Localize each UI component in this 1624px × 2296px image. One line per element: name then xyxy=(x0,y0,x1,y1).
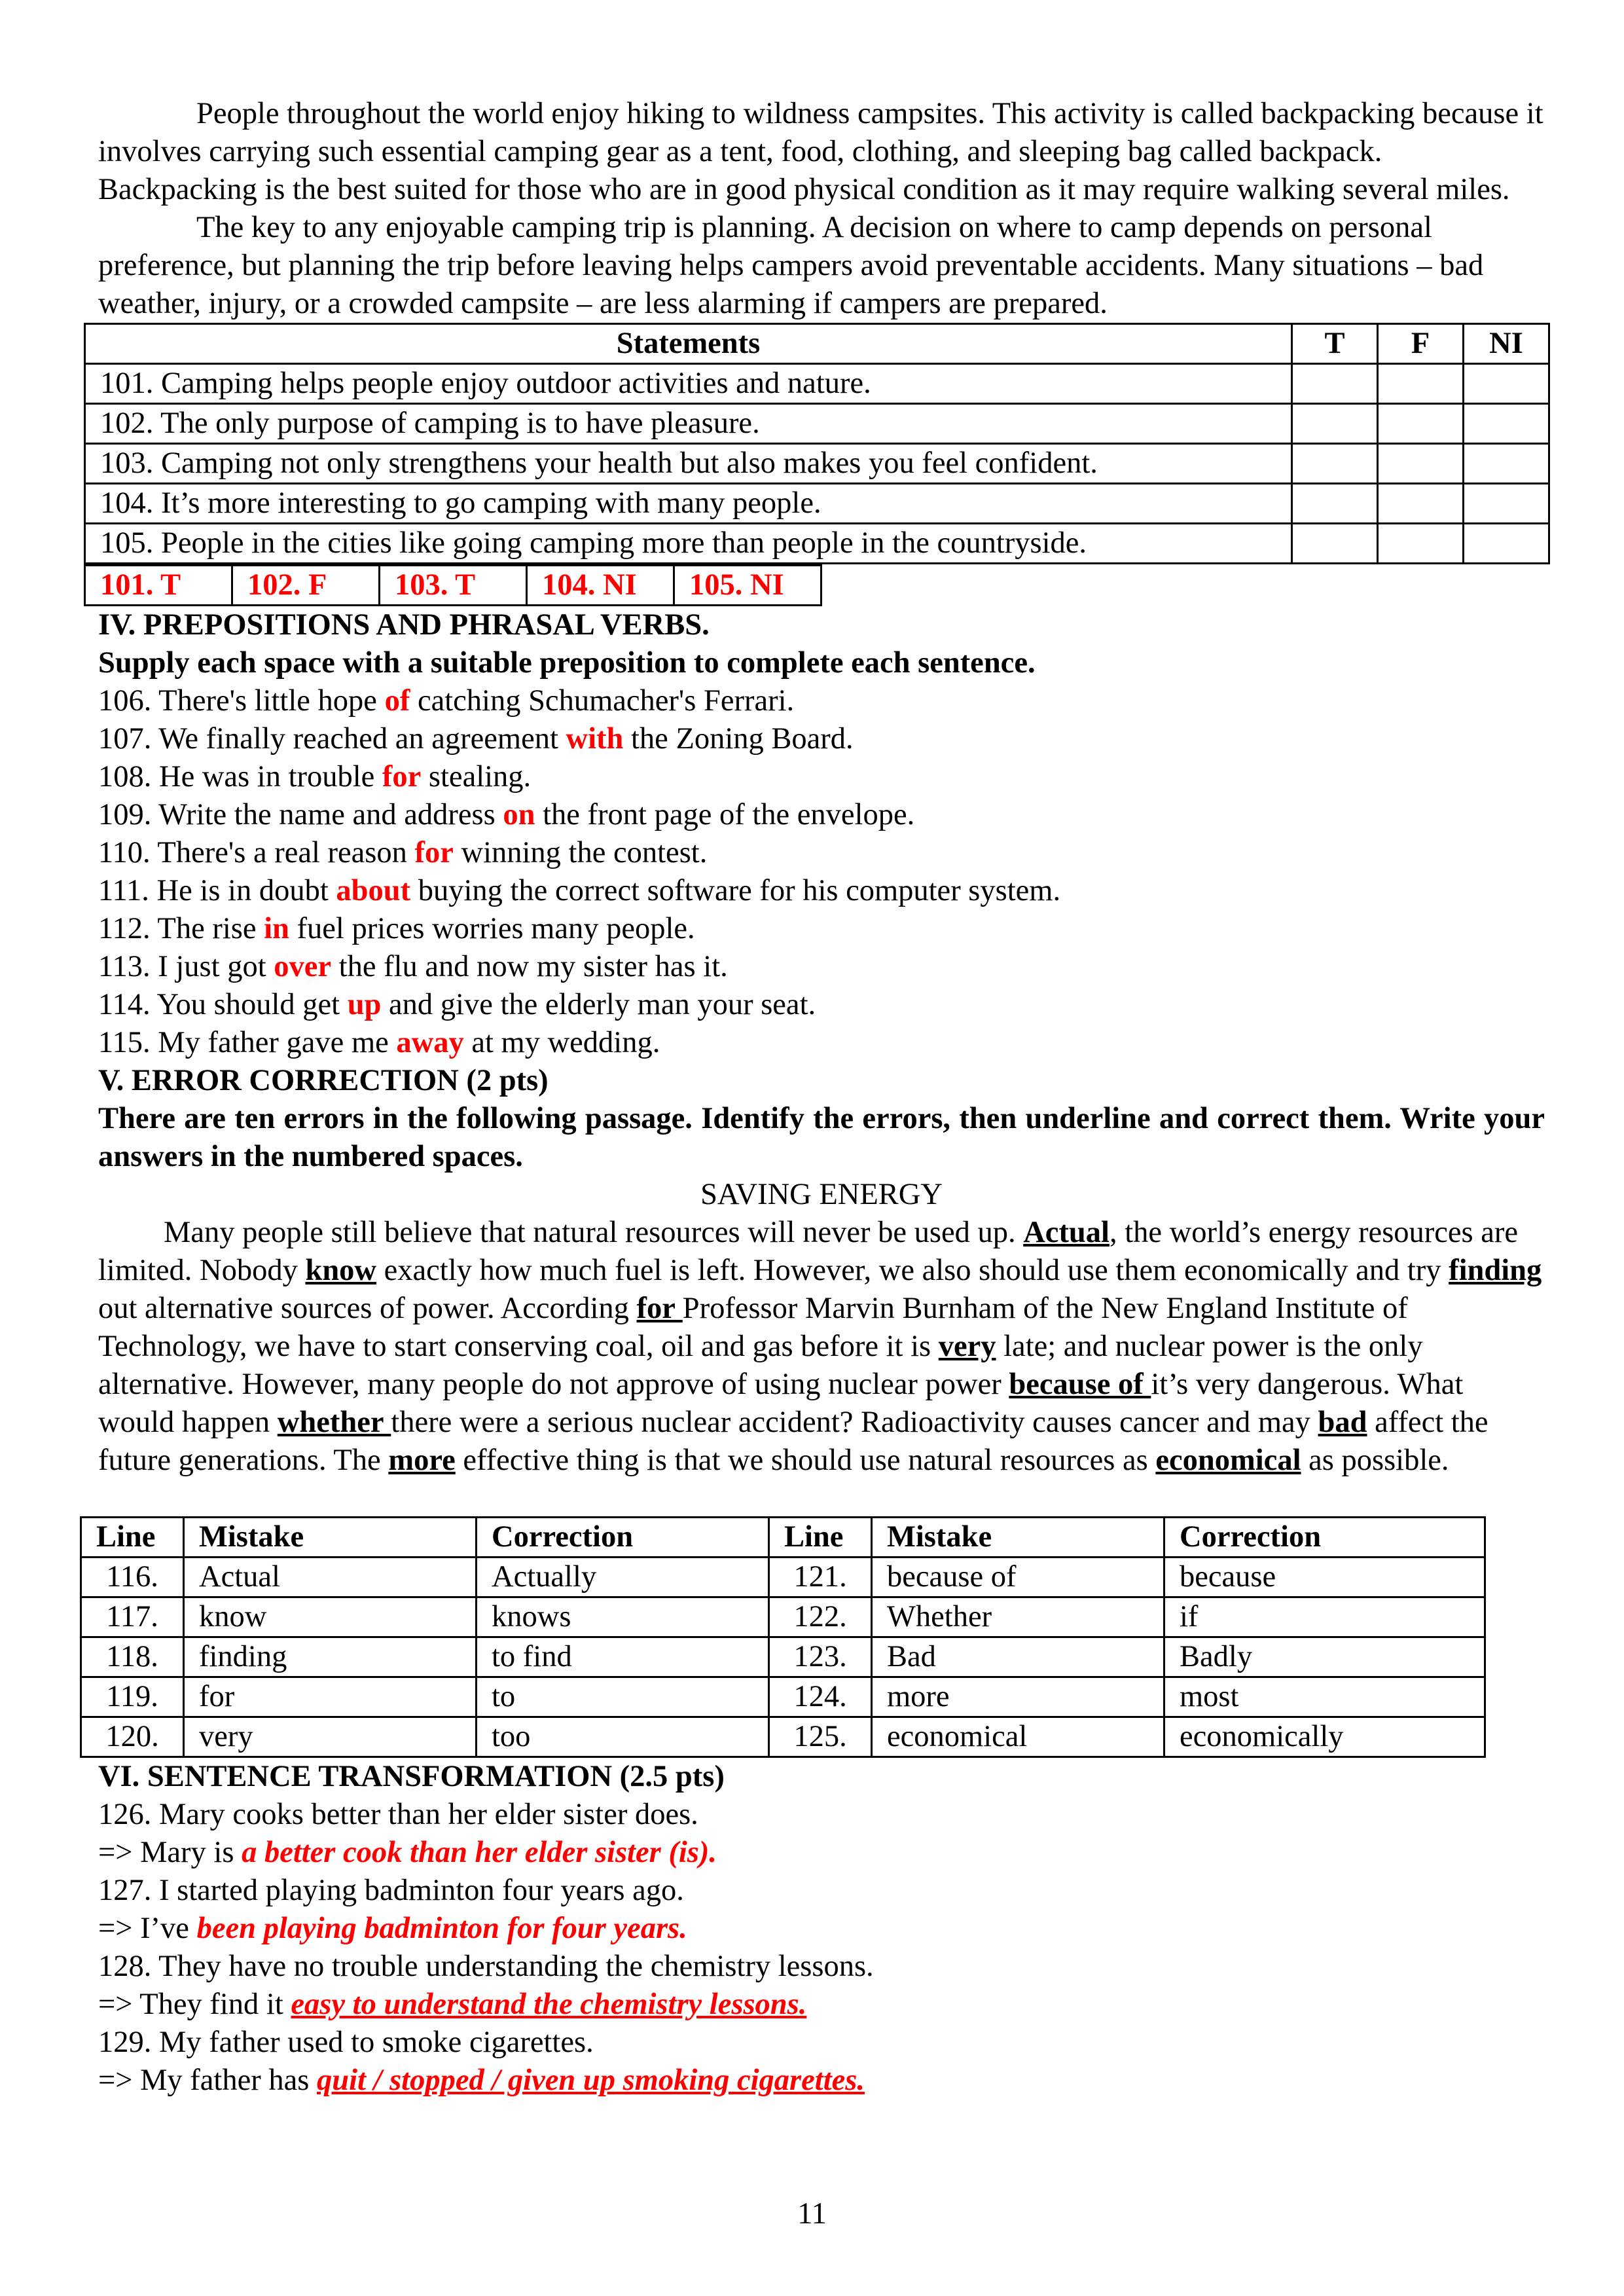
true-false-table xyxy=(84,323,1550,564)
answer-word: away xyxy=(396,1026,464,1059)
table-row: 120. very too 125. economical economically xyxy=(81,1717,1485,1757)
answer-cell xyxy=(1378,524,1464,564)
header-f: F xyxy=(1378,324,1464,364)
reading-paragraph-1: People throughout the world enjoy hiking to wildness campsites. This activity is called backpacking because it involves carrying such essential camping gear as a tent, food, clothing, and sleeping bag called backpack. Backpacking is the best suited for those who are in good physical condition as it may require walking several miles. xyxy=(98,97,1543,206)
error-word: finding xyxy=(1449,1254,1542,1287)
answer-line: => I’ve been playing badminton for four years. xyxy=(98,1912,687,1945)
answer-key: 102. F xyxy=(232,566,380,606)
statement: 101. Camping helps people enjoy outdoor activities and nature. xyxy=(85,364,1292,404)
answer-cell xyxy=(1292,444,1378,484)
statement: 104. It’s more interesting to go camping with many people. xyxy=(85,484,1292,524)
header-line: Line xyxy=(769,1518,872,1558)
reading-paragraph-2: The key to any enjoyable camping trip is planning. A decision on where to camp depends on personal preference, but planning the trip before leaving helps campers avoid preventable accidents. Many situations – bad weather, injury, or a crowded campsite – are less alarming if campers are prepared. xyxy=(98,211,1484,320)
answer-cell xyxy=(1464,444,1549,484)
answer-word: for xyxy=(382,760,422,793)
list-item: 110. There's a real reason for winning the contest. xyxy=(98,836,708,869)
list-item: 113. I just got over the flu and now my sister has it. xyxy=(98,950,728,983)
error-word: for xyxy=(636,1292,683,1325)
answer-text: easy to understand the chemistry lessons. xyxy=(291,1988,807,2021)
answer-cell xyxy=(1292,524,1378,564)
error-word: very xyxy=(938,1330,996,1363)
answer-word: with xyxy=(566,722,624,756)
error-word: bad xyxy=(1318,1406,1367,1439)
header-mistake: Mistake xyxy=(872,1518,1164,1558)
error-word: Actual xyxy=(1023,1216,1110,1249)
section-4-instruction: Supply each space with a suitable preposition to complete each sentence. xyxy=(98,646,1036,680)
question: 129. My father used to smoke cigarettes. xyxy=(98,2026,594,2059)
answer-text: been playing badminton for four years. xyxy=(196,1912,687,1945)
error-passage: Many people still believe that natural resources will never be used up. Actual, the world’s energy resources are limited. Nobody know exactly how much fuel is left. However, we also should use them economically and try finding out alternative sources of power. According for Professor Marvin Burnham of the New England Institute of Technology, we have to start conserving coal, oil and gas before it is very late; and nuclear power is the only alternative. However, many people do not approve of using nuclear power because of it’s very dangerous. What would happen whether there were a serious nuclear accident? Radioactivity causes cancer and may bad affect the future generations. The more effective thing is that we should use natural resources as economical as possible. xyxy=(98,1216,1542,1477)
list-item: 115. My father gave me away at my wedding. xyxy=(98,1026,660,1059)
list-item: 107. We finally reached an agreement with the Zoning Board. xyxy=(98,722,854,756)
answer-word: over xyxy=(274,950,332,983)
error-word: more xyxy=(388,1444,456,1477)
answer-cell xyxy=(1464,404,1549,444)
header-statements: Statements xyxy=(85,324,1292,364)
list-item: 108. He was in trouble for stealing. xyxy=(98,760,532,793)
error-correction-table xyxy=(80,1516,1486,1758)
answer-cell xyxy=(1292,364,1378,404)
answer-cell xyxy=(1464,364,1549,404)
header-line: Line xyxy=(81,1518,184,1558)
answer-cell xyxy=(1378,364,1464,404)
answer-cell xyxy=(1292,484,1378,524)
answer-word: about xyxy=(336,874,411,907)
question: 128. They have no trouble understanding the chemistry lessons. xyxy=(98,1950,874,1983)
question: 126. Mary cooks better than her elder sister does. xyxy=(98,1798,698,1831)
header-ni: NI xyxy=(1464,324,1549,364)
list-item: 109. Write the name and address on the front page of the envelope. xyxy=(98,798,915,831)
preposition-list xyxy=(98,682,1545,1062)
statement: 105. People in the cities like going camping more than people in the countryside. xyxy=(85,524,1292,564)
error-word: because of xyxy=(1009,1368,1151,1401)
answer-cell xyxy=(1464,524,1549,564)
list-item: 112. The rise in fuel prices worries many people. xyxy=(98,912,695,945)
answer-word: of xyxy=(384,684,410,718)
statement: 102. The only purpose of camping is to have pleasure. xyxy=(85,404,1292,444)
worksheet-page xyxy=(98,95,1545,2100)
section-5-instruction: There are ten errors in the following passage. Identify the errors, then underline and correct them. Write your answers in the numbered spaces. xyxy=(98,1102,1545,1173)
error-word: economical xyxy=(1155,1444,1301,1477)
header-correction: Correction xyxy=(477,1518,769,1558)
table-row xyxy=(85,364,1549,404)
list-item: 111. He is in doubt about buying the correct software for his computer system. xyxy=(98,874,1061,907)
answer-cell xyxy=(1378,444,1464,484)
list-item: 114. You should get up and give the elderly man your seat. xyxy=(98,988,816,1021)
section-5-title: V. ERROR CORRECTION (2 pts) xyxy=(98,1064,549,1097)
table-row: 119. for to 124. more most xyxy=(81,1677,1485,1717)
answer-key: 104. NI xyxy=(527,566,674,606)
answer-cell xyxy=(1464,484,1549,524)
answer-line: => My father has quit / stopped / given up smoking cigarettes. xyxy=(98,2064,865,2097)
answer-key: 101. T xyxy=(85,566,232,606)
answer-word: in xyxy=(264,912,289,945)
statement: 103. Camping not only strengthens your health but also makes you feel confident. xyxy=(85,444,1292,484)
table-row: 116. Actual Actually 121. because of because xyxy=(81,1558,1485,1597)
answer-text: a better cook than her elder sister (is). xyxy=(242,1836,717,1869)
answer-text: quit / stopped / given up smoking cigarettes. xyxy=(316,2064,865,2097)
answer-line: => They find it easy to understand the chemistry lessons. xyxy=(98,1988,807,2021)
answer-cell xyxy=(1292,404,1378,444)
error-word: know xyxy=(305,1254,377,1287)
table-row xyxy=(85,444,1549,484)
header-t: T xyxy=(1292,324,1378,364)
header-correction: Correction xyxy=(1164,1518,1485,1558)
answer-word: up xyxy=(347,988,382,1021)
table-row: 117. know knows 122. Whether if xyxy=(81,1597,1485,1637)
page-number: 11 xyxy=(797,2197,827,2231)
list-item: 106. There's little hope of catching Schumacher's Ferrari. xyxy=(98,684,795,718)
error-word: whether xyxy=(277,1406,391,1439)
answer-cell xyxy=(1378,404,1464,444)
answer-key: 105. NI xyxy=(674,566,821,606)
header-mistake: Mistake xyxy=(184,1518,477,1558)
answer-key: 103. T xyxy=(380,566,527,606)
table-row xyxy=(85,404,1549,444)
section-4-title: IV. PREPOSITIONS AND PHRASAL VERBS. xyxy=(98,608,710,642)
answer-key-table xyxy=(84,564,822,606)
table-row xyxy=(85,524,1549,564)
table-row: 118. finding to find 123. Bad Badly xyxy=(81,1637,1485,1677)
answer-cell xyxy=(1378,484,1464,524)
answer-word: for xyxy=(414,836,454,869)
answer-word: on xyxy=(503,798,535,831)
section-6-title: VI. SENTENCE TRANSFORMATION (2.5 pts) xyxy=(98,1760,725,1793)
answer-line: => Mary is a better cook than her elder sister (is). xyxy=(98,1836,717,1869)
passage-title: SAVING ENERGY xyxy=(700,1178,943,1211)
question: 127. I started playing badminton four years ago. xyxy=(98,1874,684,1907)
table-row xyxy=(85,484,1549,524)
transformation-list xyxy=(98,1796,1545,2100)
